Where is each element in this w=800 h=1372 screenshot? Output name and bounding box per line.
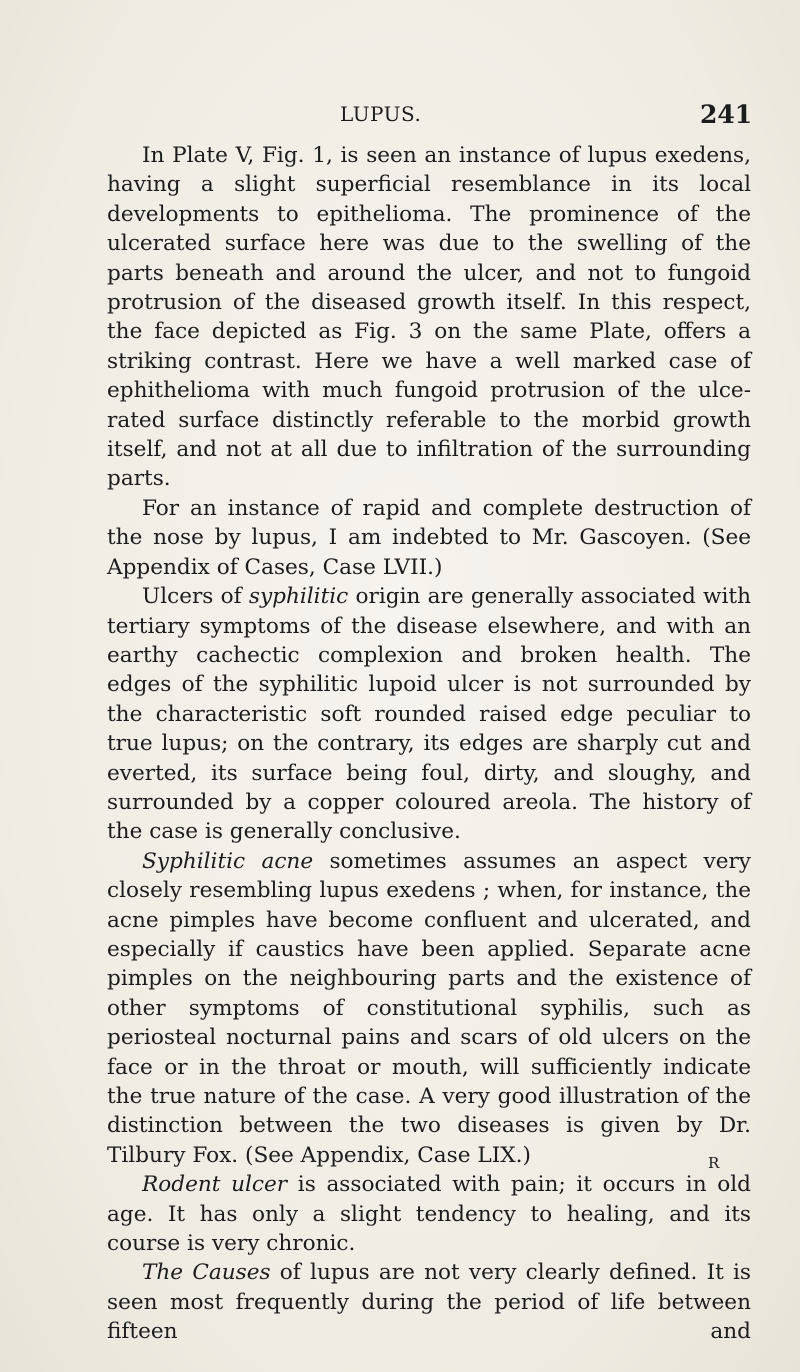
paragraph [107,847,751,1170]
paragraph-text: of lupus are not very clearly defined. It is seen most frequently during the period of life between fifteen and [107,1260,751,1345]
paragraph [107,494,751,582]
italic-term: syphilitic [248,584,349,610]
paragraph-lead-text: Ulcers of [142,584,249,610]
paragraph [107,582,751,847]
paragraph [107,1170,751,1258]
paragraph-text: In Plate V, Fig. 1, is seen an instance of lupus exedens, having a slight superficial resemblance in its local developments to epithelioma. The prominence of the ulcerated surface here was due to the swelling of the parts beneath and around the ulcer, and not to fungoid protrusion of the diseased growth itself. In this respect, the face depicted as Fig. 3 on the same Plate, offers a striking contrast. Here we have a well marked case of ephithelioma with much fungoid protrusion of the ulcerated surface distinctly referable to the morbid growth itself, and not at all due to infiltration of the surrounding parts. [107,143,751,492]
paragraph-text: sometimes assumes an aspect very closely resembling lupus exedens ; when, for instance, the acne pimples have become confluent and ulcerated, and especially if caustics have been applied. Separate acne pimples on the neighbouring parts and the existence of other symptoms of constitutional syphilis, such as periosteal nocturnal pains and scars of old ulcers on the face or in the throat or mouth, will sufficiently indicate the true nature of the case. A very good illustration of the distinction between the two diseases is given by Dr. Tilbury Fox. (See Appendix, Case LIX.) [107,848,751,1168]
paragraph-text: For an instance of rapid and complete destruction of the nose by lupus, I am indebted to Mr. Gascoyen. (See Appendix of Cases, Case LVII.) [107,495,751,580]
paragraph [107,141,751,494]
paragraph-text: is associated with pain; it occurs in old age. It has only a slight tendency to healing, and its course is very chronic. [107,1172,751,1257]
italic-term: The Causes [142,1260,271,1286]
page-header [0,100,800,136]
page-number: 241 [700,100,753,129]
italic-term: Syphilitic acne [142,848,314,874]
paragraph [107,1258,751,1346]
paragraph-text: origin are generally associated with tertiary symptoms of the disease elsewhere, and with an earthy cachectic complexion and broken health. The edges of the syphilitic lupoid ulcer is not surrounded by the characteristic soft rounded raised edge peculiar to true lupus; on the contrary, its edges are sharply cut and everted, its surface being foul, dirty, and sloughy, and surrounded by a copper coloured areola. The history of the case is generally conclusive. [107,584,751,845]
signature-mark: R [708,1154,720,1172]
italic-term: Rodent ulcer [142,1172,288,1198]
body-text [107,141,751,1347]
running-head: LUPUS. [340,102,422,126]
